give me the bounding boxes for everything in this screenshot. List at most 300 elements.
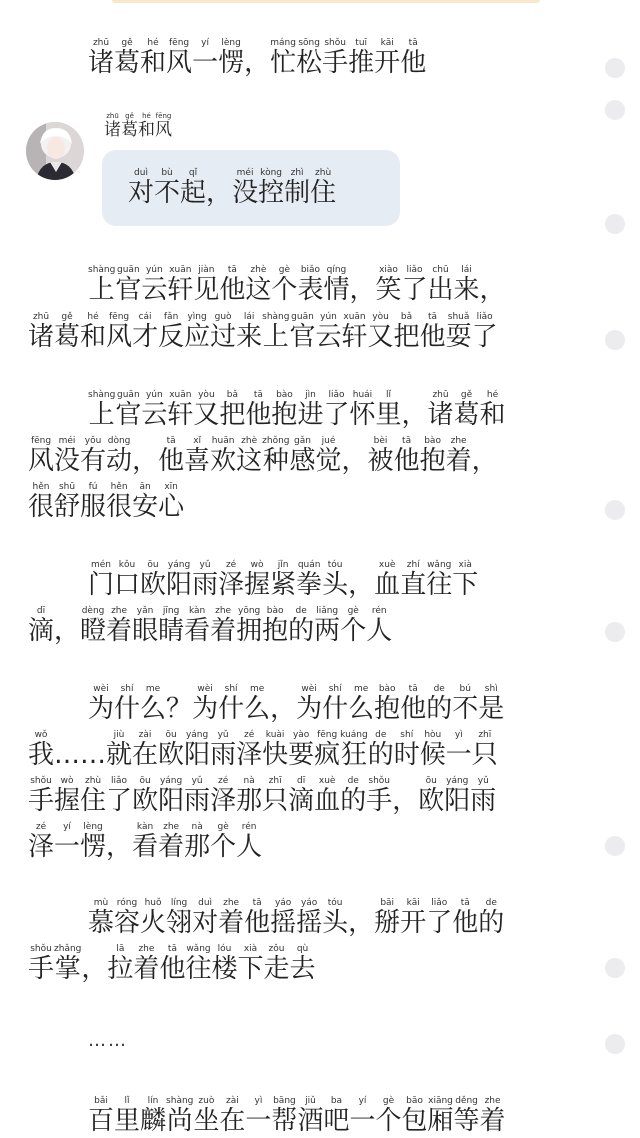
hanzi-char: 安 [132, 492, 159, 522]
hanzi-char: 起 [180, 178, 207, 208]
binder-dot [605, 836, 625, 856]
hanzi-char: ， [270, 694, 297, 724]
hanzi-char: ， [341, 446, 368, 476]
pinyin-annotation: rén [366, 606, 393, 616]
pinyin-annotation: zhì [284, 168, 311, 178]
hanzi-with-pinyin [210, 312, 236, 352]
hanzi-char: 阳 [444, 786, 471, 816]
hanzi-with-pinyin [192, 684, 218, 724]
pinyin-annotation: fú [80, 482, 107, 492]
pinyin-annotation: zuò [193, 1096, 220, 1106]
hanzi-with-pinyin [426, 898, 452, 938]
hanzi-char: 和 [479, 400, 506, 430]
text-line [28, 730, 498, 770]
hanzi-with-pinyin [444, 776, 470, 816]
hanzi-with-pinyin [426, 684, 452, 724]
pinyin-annotation: tā [244, 898, 271, 908]
hanzi-with-pinyin [140, 898, 166, 938]
hanzi-char: 泽 [210, 786, 237, 816]
hanzi-with-pinyin [454, 265, 480, 305]
text-line [88, 684, 504, 724]
hanzi-with-pinyin [88, 1096, 114, 1136]
pinyin-annotation: guān [115, 390, 142, 400]
hanzi-with-pinyin [54, 776, 80, 816]
pinyin-annotation: róng [114, 898, 141, 908]
section-ellipsis: …… [88, 1030, 128, 1051]
hanzi-with-pinyin [472, 312, 498, 352]
pinyin-annotation: zhǒng [262, 436, 290, 446]
hanzi-char: 上 [88, 400, 116, 430]
hanzi-with-pinyin [322, 684, 348, 724]
pinyin-annotation: shàng [88, 265, 116, 275]
hanzi-char: 上 [88, 275, 116, 305]
hanzi-with-pinyin [270, 898, 296, 938]
hanzi-char: 为 [192, 694, 219, 724]
pinyin-annotation: yì [245, 1096, 272, 1106]
hanzi-char: 笑 [375, 275, 402, 305]
text-line [128, 168, 336, 208]
hanzi-with-pinyin [88, 560, 114, 600]
text-line [88, 1096, 506, 1136]
hanzi-char: 是 [478, 694, 505, 724]
pinyin-annotation: wǎng [426, 560, 453, 570]
hanzi-char: ， [54, 616, 81, 646]
hanzi-char: 把 [219, 400, 246, 430]
hanzi-char: ， [81, 954, 108, 984]
hanzi-char: 那 [184, 832, 211, 862]
hanzi-char: 么 [140, 694, 167, 724]
hanzi-with-pinyin [132, 446, 158, 476]
pinyin-annotation: shàng [88, 390, 116, 400]
pinyin-annotation: zhū [104, 112, 121, 120]
hanzi-with-pinyin [155, 112, 172, 140]
pinyin-annotation: mén [88, 560, 115, 570]
pinyin-annotation: zǒu [263, 944, 290, 954]
hanzi-with-pinyin [232, 168, 258, 208]
hanzi-char: 愣 [218, 48, 245, 78]
hanzi-char: 忙 [270, 48, 297, 78]
hanzi-char: 应 [184, 322, 211, 352]
hanzi-with-pinyin [400, 38, 426, 78]
hanzi-with-pinyin [106, 436, 132, 476]
hanzi-char: 云 [315, 322, 342, 352]
hanzi-char: 诸 [88, 48, 115, 78]
hanzi-with-pinyin [480, 1096, 506, 1136]
hanzi-char: 什 [218, 694, 245, 724]
hanzi-with-pinyin [132, 482, 158, 522]
hanzi-char: 反 [158, 322, 185, 352]
hanzi-with-pinyin [446, 312, 472, 352]
pinyin-annotation: shǒu [28, 776, 55, 786]
hanzi-char: ， [106, 832, 133, 862]
pinyin-annotation: yáng [444, 776, 471, 786]
hanzi-char: 喜 [184, 446, 211, 476]
hanzi-with-pinyin [316, 436, 342, 476]
pinyin-annotation: wèi [192, 684, 219, 694]
pinyin-annotation: fēng [28, 436, 54, 446]
pinyin-annotation: hěn [28, 482, 55, 492]
hanzi-char: 头 [322, 570, 349, 600]
hanzi-with-pinyin [394, 312, 420, 352]
pinyin-annotation: tā [452, 898, 479, 908]
pinyin-annotation: bèi [367, 436, 394, 446]
pinyin-annotation: gě [453, 390, 480, 400]
hanzi-char: 拳 [296, 570, 323, 600]
hanzi-with-pinyin [54, 312, 80, 352]
hanzi-char: ， [348, 570, 375, 600]
hanzi-char: 尚 [166, 1106, 194, 1136]
hanzi-with-pinyin [452, 898, 478, 938]
hanzi-with-pinyin [184, 312, 210, 352]
pinyin-annotation: ba [323, 1096, 350, 1106]
pinyin-annotation: jǐn [270, 560, 297, 570]
hanzi-with-pinyin [166, 898, 192, 938]
hanzi-char: 没 [54, 446, 81, 476]
hanzi-with-pinyin [348, 908, 374, 938]
pinyin-annotation: guò [210, 312, 237, 322]
hanzi-char: 拉 [107, 954, 134, 984]
hanzi-char: 下 [452, 570, 479, 600]
pinyin-annotation: zhe [106, 606, 133, 616]
pinyin-annotation: jiù [106, 730, 133, 740]
hanzi-char: 个 [375, 1106, 402, 1136]
hanzi-with-pinyin [158, 822, 184, 862]
pinyin-annotation: shàng [262, 312, 290, 322]
pinyin-annotation: zé [28, 822, 55, 832]
hanzi-with-pinyin [28, 944, 54, 984]
text-line [88, 560, 478, 600]
pinyin-annotation: yìng [184, 312, 211, 322]
hanzi-char: 手 [28, 786, 55, 816]
pinyin-annotation: de [426, 684, 453, 694]
hanzi-with-pinyin [262, 312, 289, 352]
hanzi-char: 眼 [132, 616, 159, 646]
hanzi-with-pinyin [323, 265, 349, 305]
hanzi-char: 一 [192, 48, 219, 78]
hanzi-char: 欧 [132, 786, 159, 816]
hanzi-with-pinyin [28, 776, 54, 816]
pinyin-annotation: zhe [158, 822, 185, 832]
hanzi-with-pinyin [446, 436, 472, 476]
hanzi-char: 候 [419, 740, 446, 770]
hanzi-with-pinyin [167, 265, 193, 305]
pinyin-annotation: fēng [155, 112, 172, 120]
hanzi-with-pinyin [244, 560, 270, 600]
hanzi-with-pinyin [470, 776, 496, 816]
hanzi-char: ， [132, 446, 159, 476]
pinyin-annotation: ōu [158, 730, 185, 740]
hanzi-with-pinyin [366, 606, 392, 646]
hanzi-with-pinyin [452, 560, 478, 600]
pinyin-annotation: tuī [348, 38, 375, 48]
hanzi-char: 个 [210, 832, 237, 862]
pinyin-annotation: hé [140, 38, 167, 48]
hanzi-char: 他 [219, 275, 246, 305]
hanzi-with-pinyin [296, 898, 322, 938]
hanzi-char: 雨 [210, 740, 237, 770]
pinyin-annotation: yǔ [192, 560, 219, 570]
pinyin-annotation: zhí [400, 560, 427, 570]
hanzi-with-pinyin [454, 390, 480, 430]
hanzi-with-pinyin [106, 832, 132, 862]
hanzi-char: 心 [158, 492, 185, 522]
hanzi-char: 他 [452, 908, 479, 938]
pinyin-annotation: bǎ [219, 390, 246, 400]
speaker-avatar[interactable] [26, 122, 84, 180]
hanzi-with-pinyin [192, 560, 218, 600]
pinyin-annotation: shǒu [322, 38, 349, 48]
pinyin-annotation: hé [479, 390, 506, 400]
pinyin-annotation: zhe [210, 606, 237, 616]
hanzi-char: 舒 [54, 492, 81, 522]
hanzi-char: 来 [236, 322, 263, 352]
hanzi-with-pinyin [80, 312, 106, 352]
hanzi-char: 抱 [262, 616, 289, 646]
hanzi-with-pinyin [80, 482, 106, 522]
hanzi-char: 着 [106, 616, 133, 646]
hanzi-with-pinyin [402, 265, 428, 305]
hanzi-char: 着 [210, 616, 237, 646]
pinyin-annotation: tā [393, 436, 420, 446]
hanzi-char: 在 [132, 740, 159, 770]
binder-dot [605, 330, 625, 350]
hanzi-with-pinyin [114, 684, 140, 724]
hanzi-char: 下 [237, 954, 264, 984]
hanzi-char: 官 [115, 400, 142, 430]
hanzi-with-pinyin [368, 436, 394, 476]
hanzi-with-pinyin [297, 1096, 323, 1136]
hanzi-char: 着 [479, 1106, 506, 1136]
hanzi-char: 狂 [340, 740, 368, 770]
hanzi-with-pinyin [262, 436, 289, 476]
pinyin-annotation: yǔ [210, 730, 237, 740]
hanzi-with-pinyin [210, 776, 236, 816]
hanzi-with-pinyin [270, 694, 296, 724]
hanzi-char: 帮 [271, 1106, 298, 1136]
binder-dot [605, 58, 625, 78]
pinyin-annotation: yáng [166, 560, 193, 570]
hanzi-char: 手 [322, 48, 349, 78]
hanzi-with-pinyin [323, 390, 349, 430]
hanzi-char: 的 [426, 694, 453, 724]
pinyin-annotation: yí [349, 1096, 376, 1106]
hanzi-char: 的 [367, 740, 394, 770]
hanzi-char: 种 [262, 446, 290, 476]
hanzi-with-pinyin [472, 446, 498, 476]
pinyin-annotation: lái [453, 265, 480, 275]
hanzi-char: 被 [367, 446, 394, 476]
pinyin-annotation: nà [184, 822, 211, 832]
hanzi-char: 滴 [288, 786, 315, 816]
pinyin-annotation: de [367, 730, 394, 740]
binder-dot [605, 100, 625, 120]
hanzi-char: 没 [232, 178, 259, 208]
hanzi-with-pinyin [374, 38, 400, 78]
hanzi-with-pinyin [104, 112, 121, 140]
pinyin-annotation: me [348, 684, 375, 694]
hanzi-with-pinyin [340, 730, 368, 770]
hanzi-with-pinyin [296, 560, 322, 600]
hanzi-with-pinyin [262, 606, 288, 646]
hanzi-char: 拥 [236, 616, 263, 646]
hanzi-char: 慕 [88, 908, 115, 938]
hanzi-with-pinyin [452, 684, 478, 724]
hanzi-with-pinyin [218, 38, 244, 78]
hanzi-with-pinyin [88, 265, 115, 305]
pinyin-annotation: zé [236, 730, 263, 740]
hanzi-with-pinyin [349, 275, 375, 305]
hanzi-char: 他 [400, 48, 427, 78]
pinyin-annotation: bāi [374, 898, 401, 908]
hanzi-char: 了 [323, 400, 350, 430]
pinyin-annotation: wǎng [185, 944, 212, 954]
hanzi-char: 轩 [341, 322, 368, 352]
hanzi-char: 了 [426, 908, 453, 938]
hanzi-with-pinyin [349, 390, 375, 430]
pinyin-annotation: tā [400, 684, 427, 694]
pinyin-annotation: bǎi [88, 1096, 115, 1106]
hanzi-with-pinyin [271, 390, 297, 430]
hanzi-with-pinyin [418, 776, 444, 816]
hanzi-with-pinyin [348, 684, 374, 724]
hanzi-char: 又 [193, 400, 220, 430]
hanzi-char: 阳 [166, 570, 193, 600]
hanzi-char: 云 [141, 400, 168, 430]
hanzi-char: 他 [400, 694, 427, 724]
pinyin-annotation: xuè [314, 776, 341, 786]
hanzi-char: 火 [140, 908, 167, 938]
pinyin-annotation: yáo [296, 898, 323, 908]
pinyin-annotation: xuān [167, 265, 194, 275]
pinyin-annotation: yí [192, 38, 219, 48]
hanzi-char: 官 [115, 275, 142, 305]
hanzi-char: 瞪 [80, 616, 107, 646]
hanzi-with-pinyin [28, 312, 54, 352]
hanzi-char: 一 [349, 1106, 376, 1136]
pinyin-annotation: zhī [262, 776, 289, 786]
hanzi-with-pinyin [219, 1096, 245, 1136]
hanzi-with-pinyin [28, 730, 54, 770]
hanzi-char: 疯 [314, 740, 341, 770]
pinyin-annotation: liǎng [314, 606, 341, 616]
hanzi-with-pinyin [394, 436, 420, 476]
pinyin-annotation: fēng [166, 38, 193, 48]
hanzi-char: 觉 [315, 446, 342, 476]
hanzi-with-pinyin [107, 944, 133, 984]
pinyin-annotation: yáng [158, 776, 185, 786]
hanzi-char: 滴 [28, 616, 55, 646]
hanzi-with-pinyin [258, 168, 284, 208]
hanzi-with-pinyin [219, 265, 245, 305]
hanzi-char: ， [349, 275, 376, 305]
hanzi-char: 走 [263, 954, 290, 984]
hanzi-with-pinyin [314, 606, 340, 646]
pinyin-annotation: xuè [374, 560, 401, 570]
hanzi-char: 了 [471, 322, 498, 352]
hanzi-char: 的 [340, 786, 367, 816]
pinyin-annotation: nà [236, 776, 263, 786]
hanzi-char: 握 [244, 570, 271, 600]
pinyin-annotation: ān [132, 482, 159, 492]
hanzi-char: 厢 [427, 1106, 454, 1136]
hanzi-with-pinyin [185, 944, 211, 984]
pinyin-annotation: cái [132, 312, 159, 322]
hanzi-with-pinyin [480, 275, 506, 305]
pinyin-annotation: shí [218, 684, 245, 694]
hanzi-with-pinyin [375, 390, 401, 430]
hanzi-with-pinyin [244, 898, 270, 938]
hanzi-with-pinyin [400, 684, 426, 724]
hanzi-with-pinyin [106, 606, 132, 646]
hanzi-with-pinyin [297, 390, 323, 430]
hanzi-char: 风 [155, 120, 172, 140]
hanzi-with-pinyin [106, 482, 132, 522]
hanzi-char: 楼 [211, 954, 238, 984]
hanzi-with-pinyin [28, 606, 54, 646]
pinyin-annotation: duì [192, 898, 219, 908]
hanzi-char: 葛 [453, 400, 480, 430]
hanzi-char: 这 [245, 275, 272, 305]
hanzi-with-pinyin [322, 38, 348, 78]
hanzi-char: 他 [245, 400, 272, 430]
hanzi-with-pinyin [193, 265, 219, 305]
pinyin-annotation: me [140, 684, 167, 694]
hanzi-char: 为 [88, 694, 115, 724]
hanzi-char: 诸 [427, 400, 454, 430]
pinyin-annotation: shí [393, 730, 420, 740]
hanzi-with-pinyin [478, 898, 504, 938]
hanzi-with-pinyin [88, 390, 115, 430]
hanzi-char: 官 [289, 322, 316, 352]
pinyin-annotation: zhū [427, 390, 454, 400]
pinyin-annotation: máng [270, 38, 297, 48]
hanzi-char: 不 [154, 178, 181, 208]
hanzi-with-pinyin [218, 684, 244, 724]
pinyin-annotation: líng [166, 898, 193, 908]
hanzi-with-pinyin [115, 265, 141, 305]
hanzi-with-pinyin [400, 898, 426, 938]
hanzi-with-pinyin [54, 944, 81, 984]
pinyin-annotation: jué [315, 436, 342, 446]
pinyin-annotation: bào [271, 390, 298, 400]
hanzi-char: 他 [159, 954, 186, 984]
hanzi-with-pinyin [236, 730, 262, 770]
hanzi-char: 葛 [121, 120, 138, 140]
hanzi-char: 轩 [167, 275, 194, 305]
pinyin-annotation: xiāng [427, 1096, 454, 1106]
hanzi-char: 泽 [236, 740, 263, 770]
hanzi-with-pinyin [114, 38, 140, 78]
hanzi-with-pinyin [184, 436, 210, 476]
hanzi-char: ， [244, 48, 271, 78]
hanzi-with-pinyin [290, 436, 316, 476]
pinyin-annotation: kàn [184, 606, 211, 616]
hanzi-with-pinyin [193, 390, 219, 430]
hanzi-with-pinyin [140, 684, 166, 724]
hanzi-char: 又 [367, 322, 394, 352]
pinyin-annotation: bú [452, 684, 479, 694]
hanzi-with-pinyin [210, 822, 236, 862]
hanzi-char: 进 [297, 400, 324, 430]
pinyin-annotation: zhe [479, 1096, 506, 1106]
hanzi-with-pinyin [315, 312, 341, 352]
hanzi-char: 轩 [167, 400, 194, 430]
hanzi-char: 么 [244, 694, 271, 724]
pinyin-annotation: bào [419, 436, 446, 446]
hanzi-with-pinyin [375, 265, 401, 305]
pinyin-annotation: yún [315, 312, 342, 322]
pinyin-annotation: qǐ [180, 168, 207, 178]
